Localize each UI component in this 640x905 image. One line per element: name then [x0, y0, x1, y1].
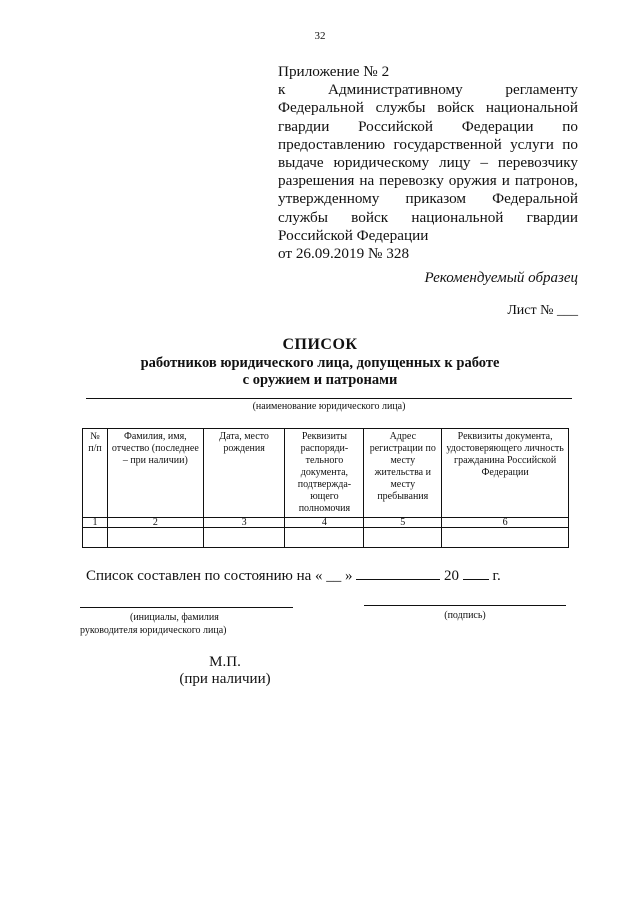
- table-cell: [285, 528, 364, 548]
- table-number-row: [83, 518, 569, 528]
- recommended-sample-label: Рекомендуемый образец: [424, 270, 578, 286]
- column-number: 3: [203, 518, 285, 528]
- year-blank: [463, 567, 489, 580]
- table-cell: [107, 528, 203, 548]
- appendix-block: [278, 63, 578, 263]
- appendix-line: службы войск национальной гвардии: [278, 208, 578, 226]
- month-blank: [356, 567, 440, 580]
- stamp-place-label: М.П.: [209, 654, 241, 670]
- name-caption: [80, 611, 350, 637]
- column-number: 1: [83, 518, 108, 528]
- signature-caption: (подпись): [444, 610, 486, 621]
- document-title: СПИСОК: [282, 336, 358, 353]
- appendix-line: Федеральной службы войск национальной: [278, 99, 578, 117]
- name-caption-line2: руководителя юридического лица): [80, 625, 227, 636]
- appendix-line: разрешения на перевозку оружия и патронов,: [278, 172, 578, 190]
- header-cell-number: № п/п: [83, 429, 108, 518]
- page-number: 32: [314, 30, 326, 42]
- appendix-line: выдаче юридическому лицу – перевозчику: [278, 154, 578, 172]
- appendix-line: Приложение № 2: [278, 63, 390, 80]
- document-subtitle-line2: с оружием и патронами: [242, 372, 398, 388]
- header-cell-address: Адрес регистрации по месту жительства и месту пребывания: [364, 429, 442, 518]
- compiled-date-line: [86, 567, 501, 585]
- table-header-row: [83, 429, 569, 518]
- document-subtitle-line1: работников юридического лица, допущенных к работе: [140, 355, 500, 371]
- year-prefix: 20: [444, 568, 460, 584]
- appendix-line: к Административному регламенту: [278, 81, 578, 99]
- stamp-note: (при наличии): [179, 671, 271, 687]
- close-quote: »: [345, 568, 353, 584]
- org-name-line: [86, 398, 572, 399]
- appendix-line: от 26.09.2019 № 328: [278, 245, 410, 263]
- column-number: 6: [442, 518, 569, 528]
- appendix-line: утвержденному приказом Федеральной: [278, 190, 578, 208]
- table-cell: [203, 528, 285, 548]
- table-cell: [442, 528, 569, 548]
- column-number: 5: [364, 518, 442, 528]
- appendix-line: гвардии Российской Федерации по: [278, 117, 578, 135]
- table-row: [83, 528, 569, 548]
- year-suffix: г.: [492, 568, 501, 584]
- compiled-prefix: Список составлен по состоянию на «: [86, 568, 323, 584]
- name-caption-line1: (инициалы, фамилия: [130, 612, 219, 623]
- day-blank: __: [326, 568, 342, 584]
- employees-table: [82, 428, 569, 548]
- signature-line: [364, 605, 566, 606]
- org-name-caption: (наименование юридического лица): [252, 401, 406, 412]
- header-cell-full-name: Фамилия, имя, отчество (последнее – при наличии): [107, 429, 203, 518]
- column-number: 2: [107, 518, 203, 528]
- table-cell: [83, 528, 108, 548]
- column-number: 4: [285, 518, 364, 528]
- table-cell: [364, 528, 442, 548]
- sheet-number-label: Лист № ___: [507, 303, 578, 318]
- name-signature-line: [80, 607, 293, 608]
- header-cell-birth: Дата, место рождения: [203, 429, 285, 518]
- header-cell-identity-document: Реквизиты документа, удостоверяющего личность гражданина Российской Федерации: [442, 429, 569, 518]
- header-cell-authority-document: Реквизиты распоряди-тельного документа, подтвержда-ющего полномочия: [285, 429, 364, 518]
- appendix-line: предоставлению государственной услуги по: [278, 135, 578, 153]
- appendix-line: Российской Федерации: [278, 226, 429, 244]
